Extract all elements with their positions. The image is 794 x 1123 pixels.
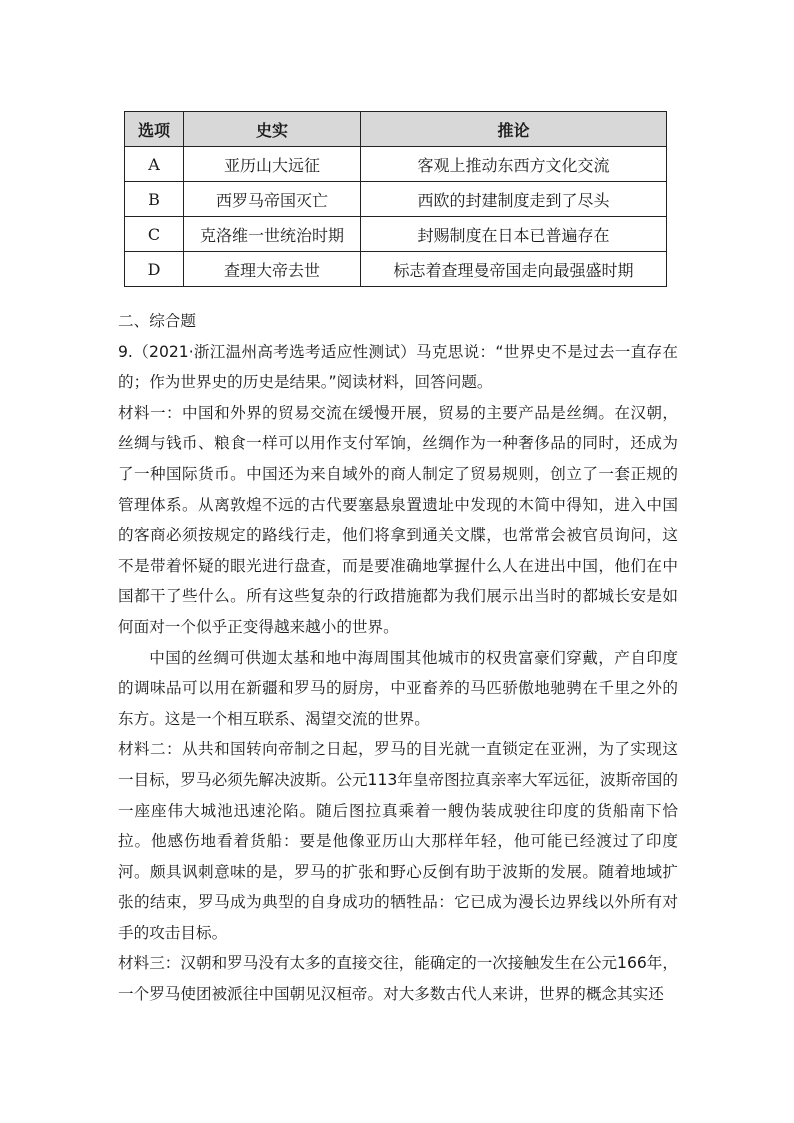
header-fact: 史实 bbox=[184, 112, 361, 147]
inference-cell: 封赐制度在日本已普遍存在 bbox=[361, 217, 667, 252]
table-row bbox=[125, 147, 667, 182]
header-option: 选项 bbox=[125, 112, 184, 147]
inference-cell: 西欧的封建制度走到了尽头 bbox=[361, 182, 667, 217]
section-title: 二、综合题 bbox=[118, 312, 196, 330]
table-row bbox=[125, 252, 667, 287]
material-one-paragraph-two: 中国的丝绸可供迦太基和地中海周围其他城市的权贵富豪们穿戴，产自印度的调味品可以用在新疆和罗马的厨房，中亚畜养的马匹骄傲地驰骋在千里之外的东方。这是一个相互联系、渴望交流的世界。 bbox=[118, 648, 678, 728]
table-row bbox=[125, 182, 667, 217]
material-one-paragraph: 材料一：中国和外界的贸易交流在缓慢开展，贸易的主要产品是丝绸。在汉朝，丝绸与钱币、粮食一样可以用作支付军饷，丝绸作为一种奢侈品的同时，还成为了一种国际货币。中国还为来自域外的商人制定了贸易规则，创立了一套正规的管理体系。从离敦煌不远的古代要塞悬泉置遗址中发现的木简中得知，进入中国的客商必须按规定的路线行走，他们将拿到通关文牒，也常常会被官员询问，这不是带着怀疑的眼光进行盘查，而是要准确地掌握什么人在进出中国，他们在中国都干了些什么。所有这些复杂的行政措施都为我们展示出当时的都城长安是如何面对一个似乎正变得越来越小的世界。 bbox=[118, 403, 678, 636]
fact-cell: 亚历山大远征 bbox=[184, 147, 361, 182]
material-two-paragraph: 材料二：从共和国转向帝制之日起，罗马的目光就一直锁定在亚洲，为了实现这一目标，罗马必须先解决波斯。公元113年皇帝图拉真亲率大军远征，波斯帝国的一座座伟大城池迅速沦陷。随后图拉真乘着一艘伪装成驶往印度的货船南下恰拉。他感伤地看着货船：要是他像亚历山大那样年轻，他可能已经渡过了印度河。颇具讽刺意味的是，罗马的扩张和野心反倒有助于波斯的发展。随着地域扩张的结束，罗马成为典型的自身成功的牺牲品：它已成为漫长边界线以外所有对手的攻击目标。 bbox=[118, 740, 678, 942]
inference-cell: 客观上推动东西方文化交流 bbox=[361, 147, 667, 182]
fact-cell: 西罗马帝国灭亡 bbox=[184, 182, 361, 217]
option-cell: D bbox=[125, 252, 184, 287]
material-three-paragraph: 材料三：汉朝和罗马没有太多的直接交往，能确定的一次接触发生在公元166年，一个罗马使团被派往中国朝见汉桓帝。对大多数古代人来讲，世界的概念其实还 bbox=[118, 954, 678, 1004]
document-body bbox=[118, 306, 678, 1010]
fact-cell: 查理大帝去世 bbox=[184, 252, 361, 287]
question-stem: 9.（2021·浙江温州高考选考适应性测试）马克思说：“世界史不是过去一直存在的；作为世界史的历史是结果。”阅读材料，回答问题。 bbox=[118, 342, 678, 392]
option-cell: B bbox=[125, 182, 184, 217]
table-row bbox=[125, 217, 667, 252]
option-cell: C bbox=[125, 217, 184, 252]
inference-cell: 标志着查理曼帝国走向最强盛时期 bbox=[361, 252, 667, 287]
option-cell: A bbox=[125, 147, 184, 182]
table-header-row bbox=[125, 112, 667, 147]
header-inference: 推论 bbox=[361, 112, 667, 147]
fact-cell: 克洛维一世统治时期 bbox=[184, 217, 361, 252]
options-table bbox=[124, 111, 667, 287]
